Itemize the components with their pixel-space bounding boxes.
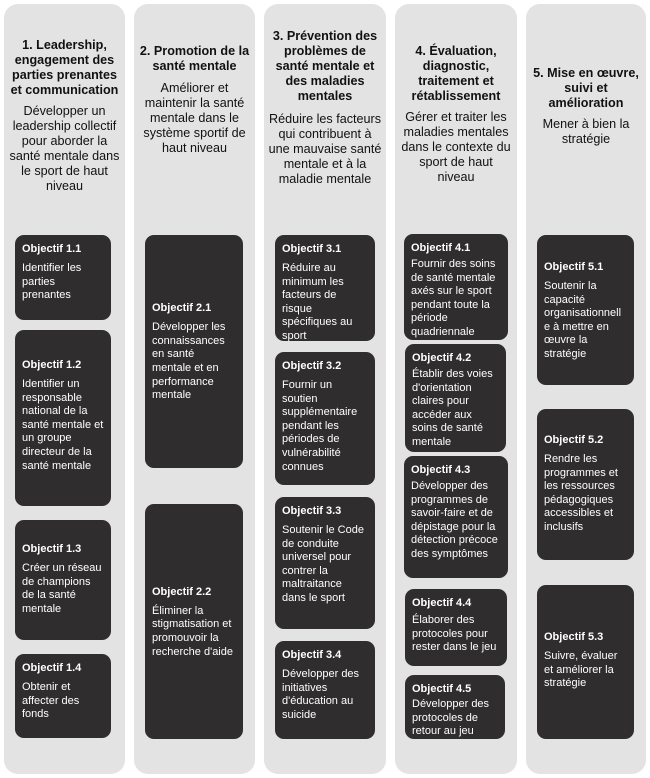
objective-4-1: [404, 234, 508, 340]
objective-text: Soutenir la capacité organisationnelle à mettre en œuvre la stratégie: [544, 280, 622, 360]
objective-label: Objectif 5.1: [544, 261, 604, 273]
objective-2-1: [145, 235, 243, 468]
objective-label: Objectif 1.3: [22, 543, 82, 555]
objective-label: Objectif 2.1: [152, 302, 212, 315]
objective-3-2: [275, 352, 375, 485]
objective-5-2: [537, 409, 634, 560]
objective-text: Fournir un soutien supplémentaire pendant les périodes de vulnérabilité connues: [282, 379, 358, 473]
column-3-title: 3. Prévention des problèmes de santé mentale et des maladies mentales: [272, 29, 378, 103]
objective-1-1: [15, 235, 111, 320]
column-3-prevention: [264, 4, 386, 774]
column-5-title: 5. Mise en œuvre, suivi et amélioration: [533, 66, 639, 110]
objective-text: Développer des programmes de savoir-faire et de dépistage pour la détection précoce des symptômes: [411, 480, 498, 560]
objective-label: Objectif 4.4: [412, 597, 472, 609]
objective-1-3: [15, 520, 111, 640]
objective-label: Objectif 5.2: [544, 434, 604, 446]
objective-text: Identifier les parties prenantes: [22, 262, 82, 302]
objective-text: Élaborer des protocoles pour rester dans le jeu: [412, 614, 497, 654]
objective-text: Développer les connaissances en santé mentale et en performance mentale: [152, 321, 226, 402]
objective-text: Rendre les programmes et les ressources pédagogiques accessibles et inclusifs: [544, 453, 618, 533]
objective-text: Créer un réseau de champions de la santé mentale: [22, 562, 102, 615]
objective-label: Objectif 1.1: [22, 243, 82, 255]
column-5-header: [530, 66, 642, 147]
column-5-implementation: [526, 4, 646, 774]
column-1-subtitle: Développer un leadership collectif pour aborder la santé mentale dans le sport de haut niveau: [9, 104, 120, 193]
objective-label: Objectif 4.2: [412, 352, 472, 364]
column-3-subtitle: Réduire les facteurs qui contribuent à une mauvaise santé mentale et à la maladie mentale: [268, 112, 382, 186]
objective-3-3: [275, 497, 375, 629]
column-4-title: 4. Évaluation, diagnostic, traitement et rétablissement: [411, 44, 501, 103]
objective-text: Éliminer la stigmatisation et promouvoir la recherche d'aide: [152, 604, 233, 658]
objective-text: Identifier un responsable national de la santé mentale et un groupe directeur de la santé mentale: [22, 378, 104, 472]
objective-label: Objectif 2.2: [152, 585, 212, 598]
column-5-subtitle: Mener à bien la stratégie: [542, 117, 630, 146]
objective-label: Objectif 3.2: [282, 360, 342, 372]
objective-text: Développer des protocoles de retour au jeu: [412, 698, 490, 738]
objective-1-4: [15, 654, 111, 738]
objective-text: Obtenir et affecter des fonds: [22, 681, 80, 721]
objective-label: Objectif 5.3: [544, 631, 604, 643]
objective-text: Suivre, évaluer et améliorer la stratégie: [544, 650, 618, 690]
objective-label: Objectif 4.1: [411, 242, 471, 254]
objective-label: Objectif 1.2: [22, 359, 82, 371]
objective-text: Soutenir le Code de conduite universel pour contrer la maltraitance dans le sport: [282, 524, 364, 604]
objective-label: Objectif 1.4: [22, 662, 82, 674]
objective-4-2: [405, 344, 506, 452]
objective-3-1: [275, 235, 375, 341]
column-2-promotion: [134, 4, 255, 774]
column-1-title: 1. Leadership, engagement des parties prenantes et communication: [10, 38, 119, 97]
column-1-leadership: [4, 4, 125, 774]
objective-text: Fournir des soins de santé mentale axés sur le sport pendant toute la période quadriennale: [411, 258, 496, 338]
objective-4-5: [405, 675, 505, 739]
column-1-header: [8, 38, 121, 194]
column-3-header: [268, 29, 382, 187]
objective-2-2: [145, 504, 243, 739]
column-4-header: [399, 44, 513, 185]
column-4-evaluation: [395, 4, 517, 774]
column-2-header: [138, 44, 251, 156]
objective-4-4: [405, 589, 507, 666]
objective-1-2: [15, 330, 111, 506]
objective-text: Établir des voies d'orientation claires pour accéder aux soins de santé mentale: [412, 368, 493, 448]
objective-5-3: [537, 585, 634, 739]
column-2-subtitle: Améliorer et maintenir la santé mentale dans le système sportif de haut niveau: [143, 81, 246, 155]
objective-label: Objectif 4.3: [411, 464, 471, 476]
objective-text: Réduire au minimum les facteurs de risque spécifiques au sport: [282, 262, 353, 341]
objective-text: Développer des initiatives d'éducation au suicide: [282, 668, 360, 721]
column-4-subtitle: Gérer et traiter les maladies mentales dans le contexte du sport de haut niveau: [401, 110, 511, 184]
objective-label: Objectif 4.5: [412, 683, 472, 695]
objective-label: Objectif 3.4: [282, 649, 342, 661]
objective-5-1: [537, 235, 634, 385]
objective-label: Objectif 3.1: [282, 243, 342, 255]
objective-label: Objectif 3.3: [282, 505, 342, 517]
column-2-title: 2. Promotion de la santé mentale: [139, 44, 250, 73]
objective-3-4: [275, 641, 375, 739]
objective-4-3: [404, 456, 508, 578]
